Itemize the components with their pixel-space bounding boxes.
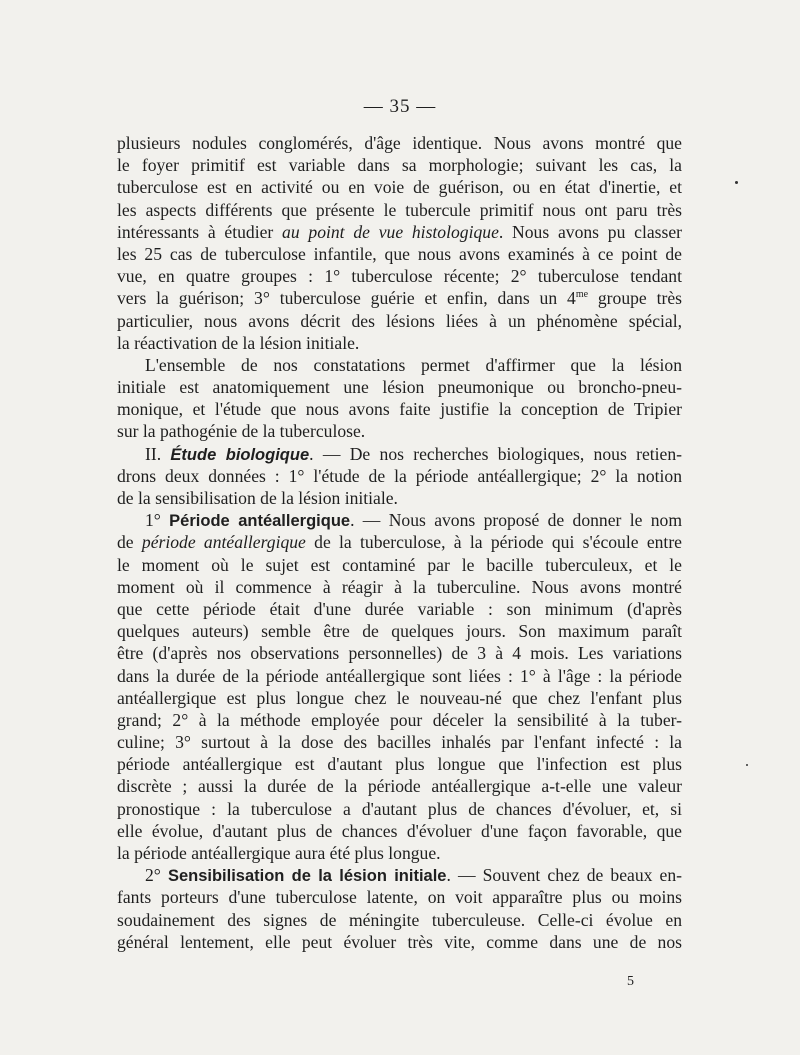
- text-segment: particulier, nous avons décrit des lésions liées à un phénomène spécial,: [117, 310, 682, 331]
- text-line: [117, 554, 682, 576]
- text-segment: elle évolue, d'autant plus de chances d'évoluer d'une façon favorable, que: [117, 820, 682, 841]
- text-line: [117, 576, 682, 598]
- text-line: [117, 199, 682, 221]
- text-segment: Sensibilisation de la lésion initiale: [167, 867, 447, 886]
- text-segment: plusieurs nodules conglomérés, d'âge identique. Nous avons montré que: [117, 133, 682, 153]
- text-line: [117, 775, 682, 797]
- text-segment: moment où il commence à réagir à la tuberculine. Nous avons montré: [117, 576, 682, 597]
- text-segment: intéressants à étudier: [117, 221, 283, 242]
- text-line: [117, 176, 682, 198]
- text-segment: le moment où le sujet est contaminé par le bacille tuberculeux, et le: [117, 554, 682, 575]
- text-line: [117, 310, 682, 332]
- text-segment: vers la guérison; 3° tuberculose guérie et enfin, dans un 4: [117, 288, 576, 309]
- text-line: [117, 598, 682, 620]
- text-line: [117, 420, 682, 442]
- text-line: [117, 687, 682, 709]
- text-segment: soudainement des signes de méningite tuberculeuse. Celle-ci évolue en: [117, 909, 682, 930]
- text-line: [117, 509, 682, 531]
- text-line: [117, 243, 682, 265]
- text-segment: me: [575, 289, 589, 301]
- signature-mark: 5: [627, 974, 634, 989]
- text-line: [117, 709, 682, 731]
- text-line: [117, 731, 682, 753]
- text-line: [117, 154, 682, 176]
- text-segment: quelques auteurs) semble être de quelques jours. Son maximum paraît: [117, 621, 682, 642]
- text-segment: de: [117, 532, 142, 553]
- text-segment: . — Nous avons proposé de donner le nom: [350, 510, 683, 531]
- text-segment: de la sensibilisation de la lésion initiale.: [117, 488, 398, 508]
- text-segment: . Nous avons pu classer: [498, 221, 683, 242]
- text-line: [117, 798, 682, 820]
- text-line: [117, 820, 682, 842]
- text-segment: la période antéallergique aura été plus longue.: [117, 843, 441, 863]
- text-segment: sur la pathogénie de la tuberculose.: [117, 421, 366, 442]
- text-line: [117, 376, 682, 398]
- text-segment: tuberculose est en activité ou en voie de guérison, ou en état d'inertie, et: [117, 177, 682, 198]
- text-segment: grand; 2° à la méthode employée pour déceler la sensibilité à la tuber-: [117, 709, 682, 730]
- text-segment: les aspects différents que présente le tubercule primitif nous ont paru très: [117, 199, 682, 220]
- text-segment: discrète ; aussi la durée de la période antéallergique a-t-elle une valeur: [117, 776, 682, 797]
- text-line: [117, 642, 682, 664]
- text-line: [117, 931, 682, 953]
- text-segment: être (d'après nos observations personnelles) de 3 à 4 mois. Les variations: [117, 643, 682, 664]
- text-line: [117, 221, 682, 243]
- body-text: [117, 132, 682, 953]
- text-segment: 2°: [145, 865, 168, 886]
- text-segment: que cette période était d'une durée variable : son minimum (d'après: [117, 598, 682, 619]
- text-segment: dans la durée de la période antéallergique sont liées : 1° à l'âge : la période: [117, 665, 682, 686]
- text-segment: la réactivation de la lésion initiale.: [117, 332, 360, 353]
- text-line: [117, 753, 682, 775]
- text-segment: groupe très: [588, 288, 682, 309]
- text-segment: initiale est anatomiquement une lésion pneumonique ou broncho-pneu-: [117, 377, 682, 398]
- text-segment: période antéallergique: [141, 532, 306, 553]
- print-speck: [746, 764, 748, 766]
- text-line: [117, 487, 682, 509]
- text-line: [117, 665, 682, 687]
- text-segment: au point de vue histologique: [282, 221, 499, 242]
- text-segment: drons deux données : 1° l'étude de la période antéallergique; 2° la notion: [117, 465, 682, 486]
- text-segment: Période antéallergique: [169, 512, 351, 531]
- text-line: [117, 354, 682, 376]
- text-segment: période antéallergique est d'autant plus longue que l'infection est plus: [117, 754, 682, 775]
- text-segment: monique, et l'étude que nous avons faite justifie la conception de Tripier: [117, 399, 682, 420]
- text-segment: les 25 cas de tuberculose infantile, que nous avons examinés à ce point de: [117, 243, 682, 264]
- text-line: [117, 620, 682, 642]
- text-segment: général lentement, elle peut évoluer très vite, comme dans une de nos: [117, 931, 682, 952]
- text-segment: le foyer primitif est variable dans sa morphologie; suivant les cas, la: [117, 155, 682, 176]
- page-number: — 35 —: [363, 96, 437, 117]
- text-line: [117, 132, 682, 154]
- text-segment: . — Souvent chez de beaux en-: [446, 865, 682, 886]
- text-line: [117, 864, 682, 886]
- text-segment: pronostique : la tuberculose a d'autant plus de chances d'évoluer, et, si: [117, 798, 682, 819]
- text-line: [117, 886, 682, 908]
- text-line: [117, 398, 682, 420]
- text-segment: . — De nos recherches biologiques, nous retien-: [309, 443, 682, 464]
- text-line: [117, 909, 682, 931]
- text-line: [117, 287, 682, 309]
- text-segment: vue, en quatre groupes : 1° tuberculose récente; 2° tuberculose tendant: [117, 266, 682, 287]
- text-segment: culine; 3° surtout à la dose des bacilles inhalés par l'enfant infecté : la: [117, 732, 682, 753]
- text-line: [117, 443, 682, 465]
- text-segment: de la tuberculose, à la période qui s'écoule entre: [305, 532, 682, 553]
- text-line: [117, 465, 682, 487]
- text-segment: fants porteurs d'une tuberculose latente, on voit apparaître plus ou moins: [117, 887, 682, 908]
- text-segment: 1°: [145, 510, 170, 531]
- text-line: [117, 842, 682, 864]
- text-line: [117, 265, 682, 287]
- text-segment: L'ensemble de nos constatations permet d'affirmer que la lésion: [145, 354, 682, 375]
- text-line: [117, 332, 682, 354]
- text-line: [117, 531, 682, 553]
- text-segment: antéallergique est plus longue chez le nouveau-né que chez l'enfant plus: [117, 687, 682, 708]
- print-speck: [735, 181, 738, 184]
- text-segment: II.: [145, 443, 171, 464]
- text-segment: Étude biologique: [170, 445, 310, 464]
